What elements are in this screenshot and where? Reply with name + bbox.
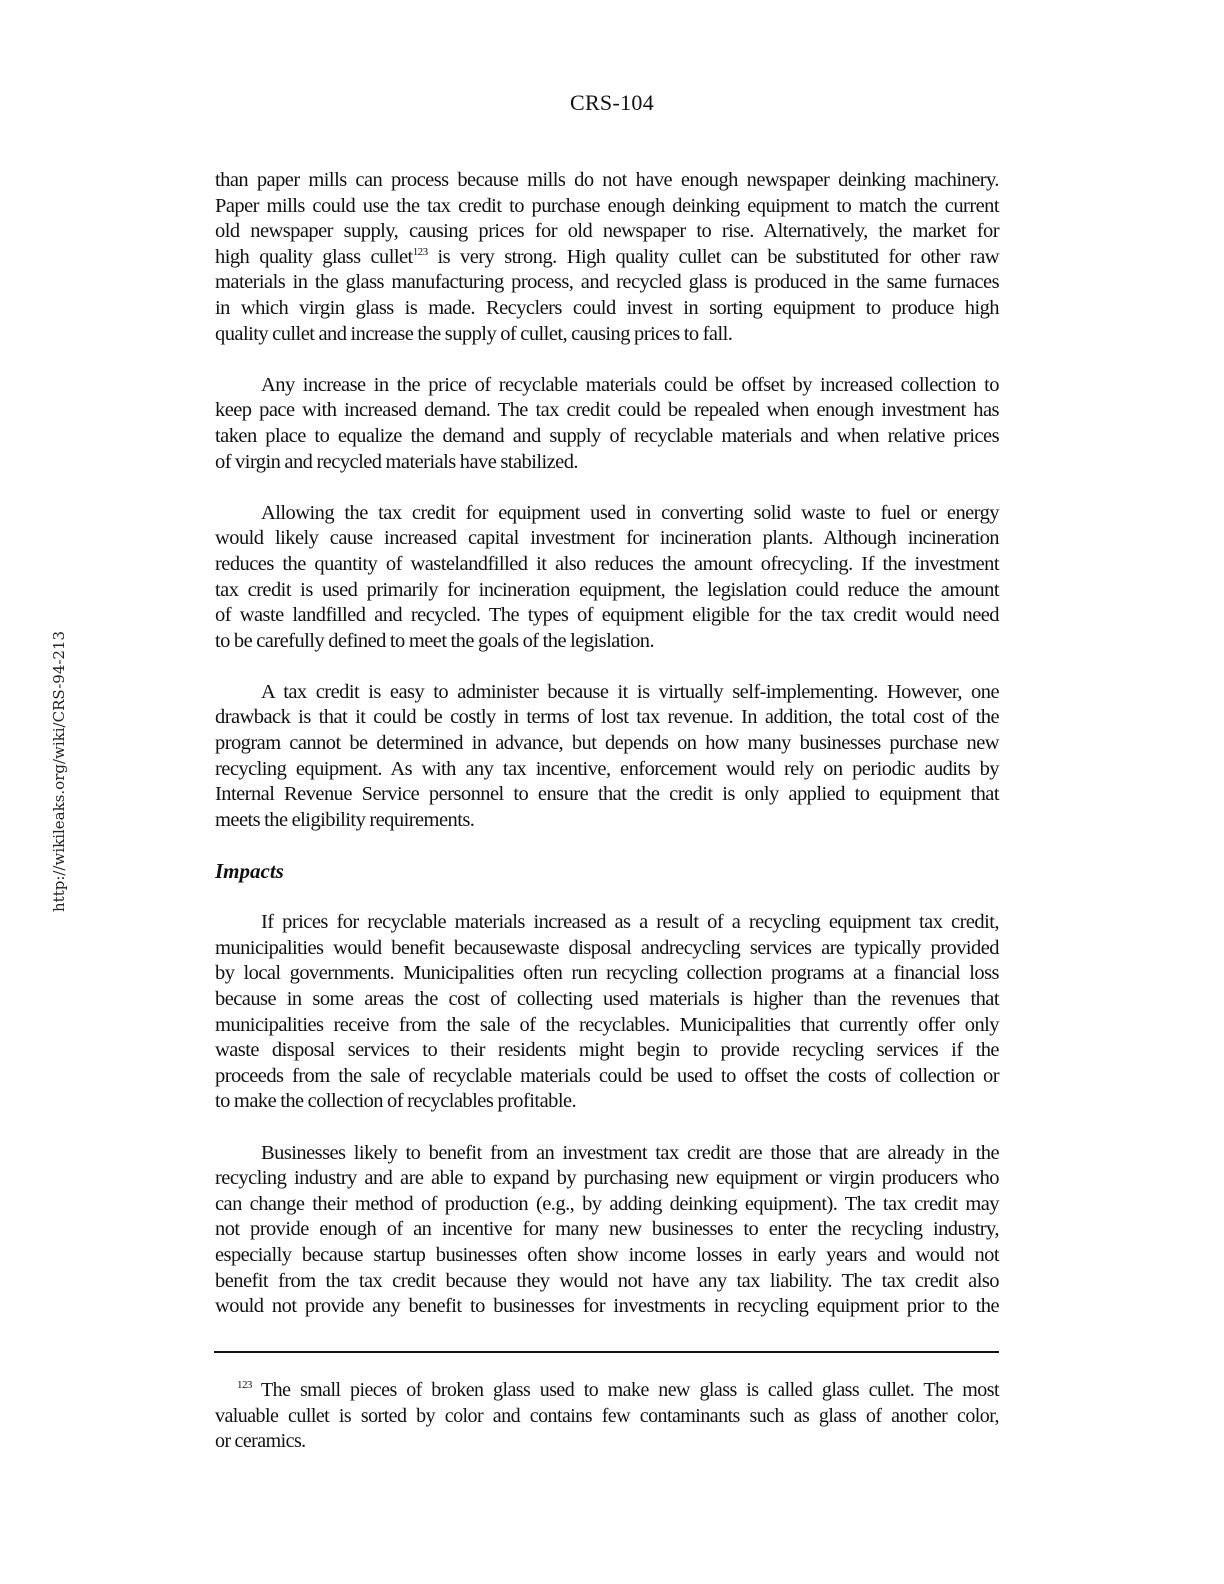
text-line: tax credit is used primarily for incineration equipment, the legislation could reduce the amount	[215, 578, 999, 601]
text-line-with-footnote	[215, 245, 999, 271]
footnote-number: 123	[237, 1379, 252, 1391]
text-line: meets the eligibility requirements.	[215, 808, 475, 831]
section-heading: Impacts	[215, 859, 284, 884]
text-line: materials in the glass manufacturing process, and recycled glass is produced in the same furnaces	[215, 271, 999, 294]
text-line: drawback is that it could be costly in terms of lost tax revenue. In addition, the total cost of the	[215, 706, 999, 729]
text-line: Allowing the tax credit for equipment used in converting solid waste to fuel or energy	[261, 501, 999, 524]
paragraph	[215, 168, 999, 347]
text-segment: is very strong. High quality cullet can be substituted for other raw	[427, 245, 999, 268]
text-line: valuable cullet is sorted by color and contains few contaminants such as glass of another color,	[215, 1404, 999, 1427]
text-line: program cannot be determined in advance, but depends on how many businesses purchase new	[215, 732, 999, 755]
text-segment: The small pieces of broken glass used to make new glass is called glass cullet. The most	[251, 1379, 999, 1401]
text-line: by local governments. Municipalities often run recycling collection programs at a financial loss	[215, 962, 999, 985]
text-line: waste disposal services to their residents might begin to provide recycling services if the	[215, 1039, 999, 1062]
text-line: can change their method of production (e.g., by adding deinking equipment). The tax credit may	[215, 1192, 999, 1215]
text-line: Any increase in the price of recyclable materials could be offset by increased collection to	[261, 373, 999, 396]
text-line: of waste landfilled and recycled. The types of equipment eligible for the tax credit would need	[215, 604, 999, 627]
text-line: municipalities would benefit becausewaste disposal andrecycling services are typically provided	[215, 936, 999, 959]
text-segment: high quality glass cullet	[215, 245, 413, 268]
text-line: because in some areas the cost of collecting used materials is higher than the revenues that	[215, 988, 999, 1010]
text-line: especially because startup businesses often show income losses in early years and would not	[215, 1243, 999, 1266]
text-line: Paper mills could use the tax credit to purchase enough deinking equipment to match the current	[215, 194, 999, 217]
text-line: reduces the quantity of wastelandfilled it also reduces the amount ofrecycling. If the investment	[215, 552, 999, 575]
side-margin-url: http://wikileaks.org/wiki/CRS-94-213	[50, 630, 68, 912]
text-line: recycling equipment. As with any tax incentive, enforcement would rely on periodic audits by	[215, 757, 999, 780]
text-line: or ceramics.	[215, 1430, 306, 1453]
paragraph	[215, 680, 999, 834]
page-number-header: CRS-104	[569, 90, 654, 115]
paragraph	[215, 1141, 999, 1320]
text-line: keep pace with increased demand. The tax credit could be repealed when enough investment has	[215, 399, 999, 422]
paragraph	[215, 373, 999, 475]
text-line-with-footnote-number	[215, 1378, 999, 1404]
paragraph	[215, 910, 999, 1115]
text-line: benefit from the tax credit because they would not have any tax liability. The tax credit also	[215, 1269, 999, 1292]
text-line: Internal Revenue Service personnel to ensure that the credit is only applied to equipment that	[215, 783, 999, 806]
footnotes	[215, 1378, 999, 1480]
text-line: would not provide any benefit to businesses for investments in recycling equipment prior to the	[215, 1295, 999, 1318]
text-line: than paper mills can process because mills do not have enough newspaper deinking machinery.	[215, 169, 999, 191]
text-line: taken place to equalize the demand and supply of recyclable materials and when relative prices	[215, 424, 999, 447]
text-line: quality cullet and increase the supply of cullet, causing prices to fall.	[215, 322, 733, 345]
footnote-reference: 123	[412, 245, 428, 258]
text-line: not provide enough of an incentive for many new businesses to enter the recycling industry,	[215, 1218, 999, 1241]
text-line: municipalities receive from the sale of the recyclables. Municipalities that currently offer only	[215, 1013, 999, 1036]
text-line: to make the collection of recyclables profitable.	[215, 1090, 577, 1113]
text-line: recycling industry and are able to expand by purchasing new equipment or virgin producers who	[215, 1167, 999, 1190]
text-line: would likely cause increased capital investment for incineration plants. Although incineration	[215, 527, 999, 550]
text-line: proceeds from the sale of recyclable materials could be used to offset the costs of collection or	[215, 1064, 999, 1087]
body-text	[215, 168, 999, 1345]
text-line: Businesses likely to benefit from an investment tax credit are those that are already in the	[261, 1141, 999, 1164]
text-line: to be carefully defined to meet the goals of the legislation.	[215, 629, 655, 652]
text-line: If prices for recyclable materials increased as a result of a recycling equipment tax credit,	[261, 911, 999, 934]
paragraph	[215, 501, 999, 655]
text-line: in which virgin glass is made. Recyclers could invest in sorting equipment to produce high	[215, 296, 999, 319]
text-line: of virgin and recycled materials have stabilized.	[215, 450, 579, 473]
footnote	[215, 1378, 999, 1455]
text-line: A tax credit is easy to administer because it is virtually self-implementing. However, one	[261, 680, 999, 703]
footnote-divider	[214, 1351, 999, 1353]
text-line: old newspaper supply, causing prices for old newspaper to rise. Alternatively, the market for	[215, 220, 999, 243]
